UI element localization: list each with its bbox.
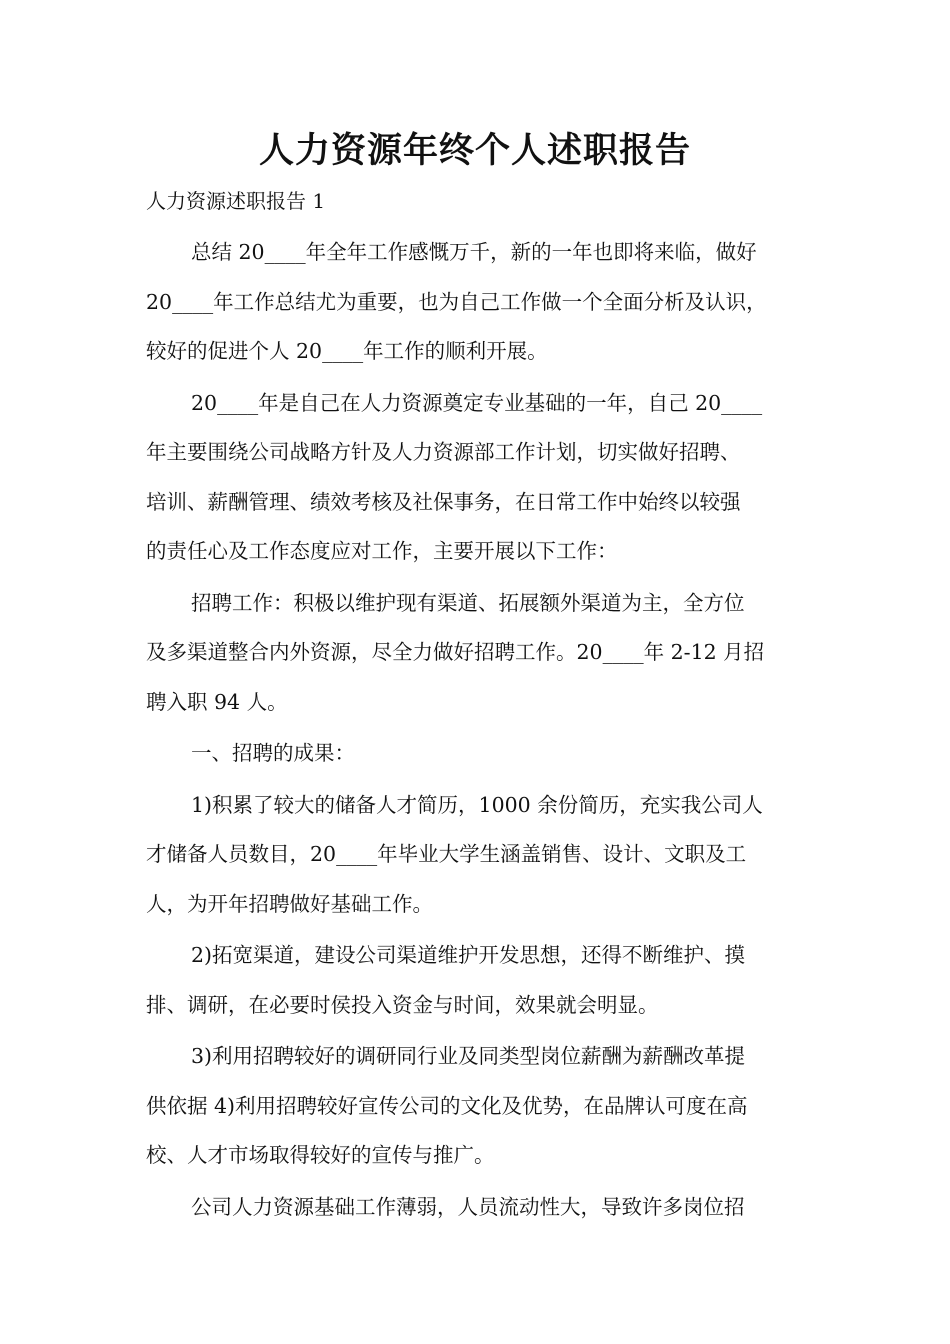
paragraph-line: 招聘工作：积极以维护现有渠道、拓展额外渠道为主，全方位 [191,590,745,615]
paragraph-line: 较好的促进个人 20____年工作的顺利开展。 [146,339,548,363]
paragraph-line: 总结 20____年全年工作感慨万千，新的一年也即将来临，做好 [191,240,757,264]
paragraph-line: 人，为开年招聘做好基础工作。 [146,891,433,916]
paragraph-line: 及多渠道整合内外资源，尽全力做好招聘工作。20____年 2-12 月招 [146,640,765,664]
document-title: 人力资源年终个人述职报告 [258,130,691,171]
paragraph-line: 20____年是自己在人力资源奠定专业基础的一年，自己 20____ [191,390,763,415]
paragraph [146,1183,826,1233]
paragraph [146,931,826,1030]
paragraph-line: 1)积累了较大的储备人才简历，1000 余份简历，充实我公司人 [191,792,763,817]
paragraph [146,228,826,377]
paragraph [146,1032,826,1181]
paragraph-line: 校、人才市场取得较好的宣传与推广。 [146,1143,495,1167]
paragraph-line: 20____年工作总结尤为重要，也为自己工作做一个全面分析及认识， [146,289,767,314]
paragraph-line: 公司人力资源基础工作薄弱，人员流动性大，导致许多岗位招 [191,1194,745,1219]
paragraph-line: 2)拓宽渠道，建设公司渠道维护开发思想，还得不断维护、摸 [191,943,746,967]
paragraph-line: 3)利用招聘较好的调研同行业及同类型岗位薪酬为薪酬改革提 [191,1044,746,1068]
paragraph-line: 供依据 4)利用招聘较好宣传公司的文化及优势，在品牌认可度在高 [146,1093,748,1118]
document-body [146,228,826,1234]
paragraph-line: 聘入职 94 人。 [146,689,288,714]
paragraph-line: 一、招聘的成果： [191,741,355,765]
paragraph [146,379,826,577]
paragraph [146,781,826,930]
paragraph-line: 排、调研，在必要时侯投入资金与时间，效果就会明显。 [146,992,659,1017]
paragraph [146,729,826,779]
paragraph-line: 年主要围绕公司战略方针及人力资源部工作计划，切实做好招聘、 [146,440,741,464]
paragraph-line: 培训、薪酬管理、绩效考核及社保事务，在日常工作中始终以较强 [146,489,741,514]
document-subtitle: 人力资源述职报告 1 [146,189,326,213]
paragraph [146,579,826,728]
paragraph-line: 的责任心及工作态度应对工作，主要开展以下工作： [146,539,618,563]
paragraph-line: 才储备人员数目，20____年毕业大学生涵盖销售、设计、文职及工 [146,842,747,866]
